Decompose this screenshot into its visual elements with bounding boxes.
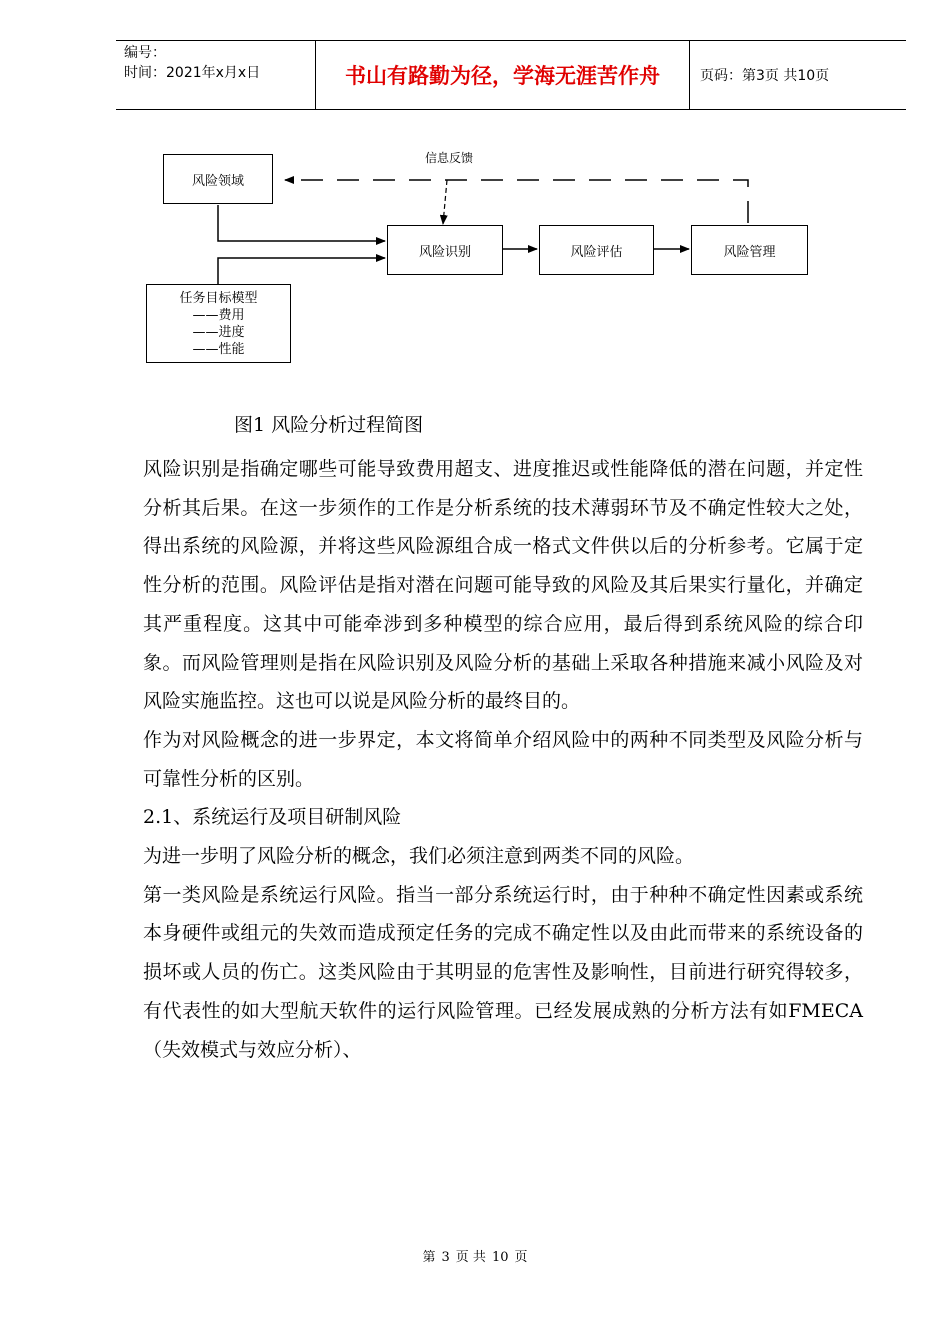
risk-domain-label: 风险领域 (191, 173, 244, 189)
section-heading: 2.1、系统运行及项目研制风险 (143, 806, 402, 829)
footer-suffix: 页 (514, 1250, 528, 1265)
task-model-item-schedule: ——进度 (192, 324, 245, 340)
paragraph: 风险识别是指确定哪些可能导致费用超支、进度推迟或性能降低的潜在问题，并定性分析其后果。在这一步须作的工作是分析系统的技术薄弱环节及不确定性较大之处，得出系统的风险源，并将这些风险源组合成一格式文件供以后的分析参考。它属于定性分析的范围。风险评估是指对潜在问题可能导致的风险及其后果实行量化，并确定其严重程度。这其中可能牵涉到多种模型的综合应用，最后得到系统风险的综合印象。而风险管理则是指在风险识别及风险分析的基础上采取各种措施来减小风险及对风险实施监控。这也可以说是风险分析的最终目的。 (143, 458, 863, 713)
paragraph: 为进一步明了风险分析的概念，我们必须注意到两类不同的风险。 (143, 845, 695, 868)
page-footer (0, 1246, 950, 1265)
task-model-item-performance: ——性能 (192, 341, 245, 357)
risk-assessment-label: 风险评估 (570, 244, 623, 260)
task-model-title: 任务目标模型 (179, 290, 258, 306)
feedback-dashed-line (285, 180, 748, 223)
task-model-box (146, 284, 291, 363)
risk-management-box (691, 225, 808, 275)
risk-domain-box (163, 154, 273, 204)
body-text (143, 450, 863, 1069)
model-to-identification-arrow (218, 258, 385, 284)
time-label: 时间：2021年x月x日 (124, 65, 261, 81)
diagram-connectors (0, 0, 950, 400)
figure-caption: 图1 风险分析过程简图 (234, 414, 424, 436)
footer-prefix: 第 (422, 1250, 436, 1265)
risk-assessment-box (539, 225, 654, 275)
header-page-info: 页码：第3页 共10页 (700, 68, 830, 84)
task-model-item-cost: ——费用 (192, 307, 245, 323)
paragraph: 第一类风险是系统运行风险。指当一部分系统运行时，由于种种不确定性因素或系统本身硬件或组元的失效而造成预定任务的完成不确定性以及由此而带来的系统设备的损坏或人员的伤亡。这类风险由于其明显的危害性及影响性，目前进行研究得较多，有代表性的如大型航天软件的运行风险管理。已经发展成熟的分析方法有如FMECA（失效模式与效应分析）、 (143, 883, 863, 1061)
feedback-label: 信息反馈 (425, 151, 474, 165)
risk-identification-box (387, 225, 503, 275)
feedback-pointer (443, 180, 447, 224)
domain-to-identification-arrow (218, 205, 385, 241)
risk-management-label: 风险管理 (723, 244, 776, 260)
risk-identification-label: 风险识别 (418, 244, 471, 260)
code-label: 编号： (124, 45, 166, 61)
footer-page-number: 3 (441, 1250, 450, 1265)
header-motto: 书山有路勤为径，学海无涯苦作舟 (316, 41, 690, 109)
risk-analysis-diagram (0, 0, 950, 400)
paragraph: 作为对风险概念的进一步界定，本文将简单介绍风险中的两种不同类型及风险分析与可靠性分析的区别。 (143, 728, 863, 790)
footer-total: 10 (491, 1250, 509, 1265)
footer-mid: 页 共 (455, 1250, 486, 1265)
